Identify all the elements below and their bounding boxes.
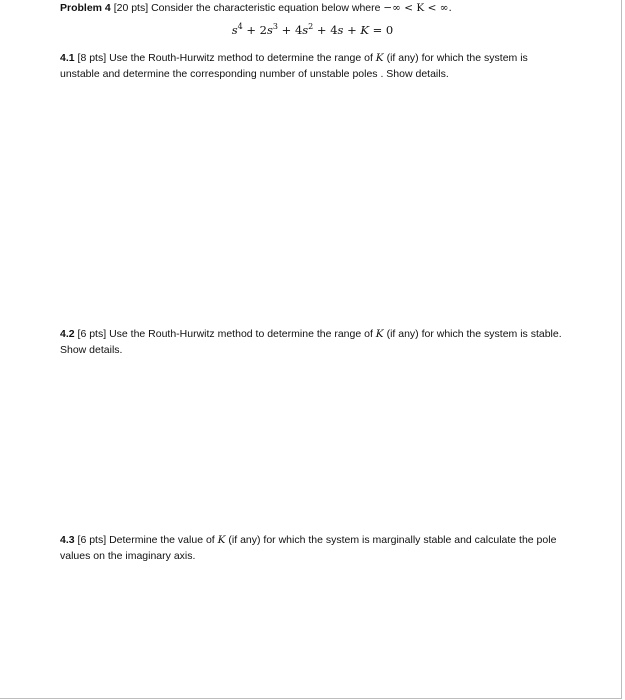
eq-term-k: K [360,23,369,37]
problem-points: [20 pts] [113,2,149,14]
question-text-before: Use the Routh-Hurwitz method to determine the range of [109,52,373,64]
question-number: 4.3 [60,534,75,546]
question-4-1 [60,50,565,82]
question-text-before: Determine the value of [109,534,215,546]
problem-header [60,0,565,16]
eq-term-s4-exp: 4 [237,22,243,31]
question-text-before: Use the Routh-Hurwitz method to determine the range of [109,328,373,340]
eq-op-4: + [343,23,361,37]
problem-intro: Consider the characteristic equation below where [151,2,381,14]
question-number: 4.1 [60,52,75,64]
eq-op-1: + 2 [242,23,267,37]
question-text-after: (if any) for which the system is stable. Show details. [60,328,562,356]
question-variable: K [217,534,226,546]
answer-space-4-1[interactable] [60,86,565,316]
eq-term-s: s [337,23,344,37]
eq-term-s3-base: s [267,23,273,37]
question-points: [6 pts] [77,328,107,340]
eq-term-s3-exp: 3 [272,22,278,31]
question-points: [6 pts] [77,534,107,546]
eq-op-3: + 4 [313,23,338,37]
question-text-after: (if any) for which the system is marginally stable and calculate the pole values on the imaginary axis. [60,534,557,562]
characteristic-equation [0,21,625,39]
eq-op-2: + 4 [278,23,303,37]
eq-term-s4-base: s [231,23,238,37]
eq-term-s2-base: s [302,23,309,37]
question-4-2 [60,326,565,358]
question-variable: K [375,328,384,340]
problem-label: Problem 4 [60,2,111,14]
question-text-after: (if any) for which the system is unstable and determine the corresponding number of unstable poles . Show details. [60,52,528,80]
question-points: [8 pts] [77,52,107,64]
eq-term-s2-exp: 2 [308,22,314,31]
question-variable: K [375,52,384,64]
answer-space-4-2[interactable] [60,362,565,522]
answer-space-4-3[interactable] [60,568,565,688]
eq-equals-zero: = 0 [368,23,394,37]
question-number: 4.2 [60,328,75,340]
problem-range: −∞ < K < ∞. [383,2,452,14]
question-4-3 [60,532,565,564]
